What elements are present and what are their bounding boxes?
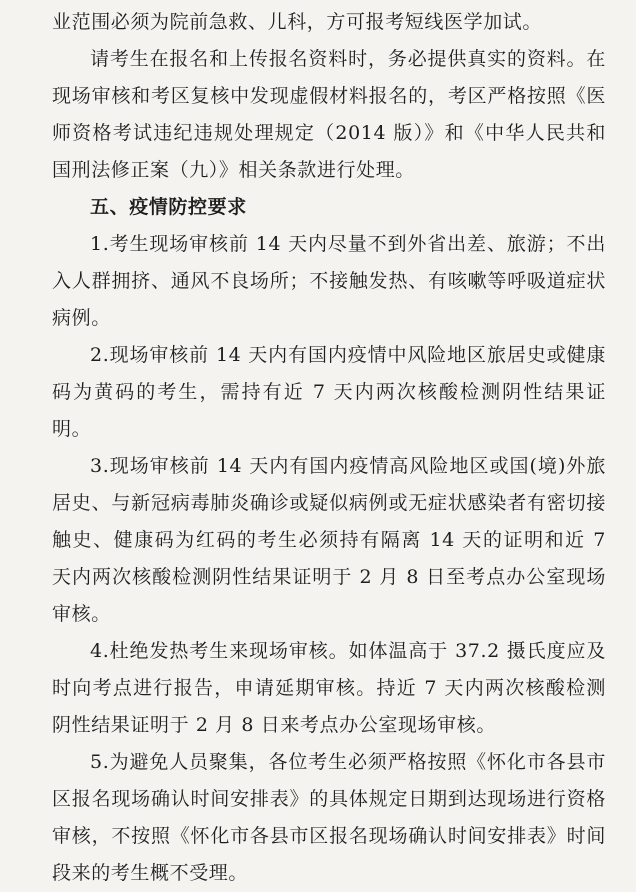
paragraph-continuation: 业范围必须为院前急救、儿科，方可报考短线医学加试。 <box>52 11 543 33</box>
section-heading: 五、疫情防控要求 <box>90 196 247 218</box>
list-item: 2.现场审核前 14 天内有国内疫情中风险地区旅居史或健康码为黄码的考生，需持有近 7 天内两次核酸检测阴性结果证明。 <box>52 344 606 440</box>
list-item: 5.为避免人员聚集，各位考生必须严格按照《怀化市各县市区报名现场确认时间安排表》的具体规定日期到达现场进行资格审核，不按照《怀化市各县市区报名现场确认时间安排表》时间段来的考生概不受理。 <box>52 751 606 884</box>
paragraph-truthful-materials: 请考生在报名和上传报名资料时，务必提供真实的资料。在现场审核和考区复核中发现虚假材料报名的，考区严格按照《医师资格考试违纪违规处理规定（2014 版）》和《中华人民共和国刑法修正案（九）》相关条款进行处理。 <box>52 48 606 181</box>
list-item: 4.杜绝发热考生来现场审核。如体温高于 37.2 摄氏度应及时向考点进行报告，申请延期审核。持近 7 天内两次核酸检测阴性结果证明于 2 月 8 日来考点办公室现场审核。 <box>52 640 606 736</box>
list-item: 3.现场审核前 14 天内有国内疫情高风险地区或国(境)外旅居史、与新冠病毒肺炎确诊或疑似病例或无症状感染者有密切接触史、健康码为红码的考生必须持有隔离 14 天的证明和近 7 天内两次核酸检测阴性结果证明于 2 月 8 日至考点办公室现场审核。 <box>52 455 606 625</box>
list-item: 1.考生现场审核前 14 天内尽量不到外省出差、旅游；不出入人群拥挤、通风不良场所；不接触发热、有咳嗽等呼吸道症状病例。 <box>52 233 606 329</box>
